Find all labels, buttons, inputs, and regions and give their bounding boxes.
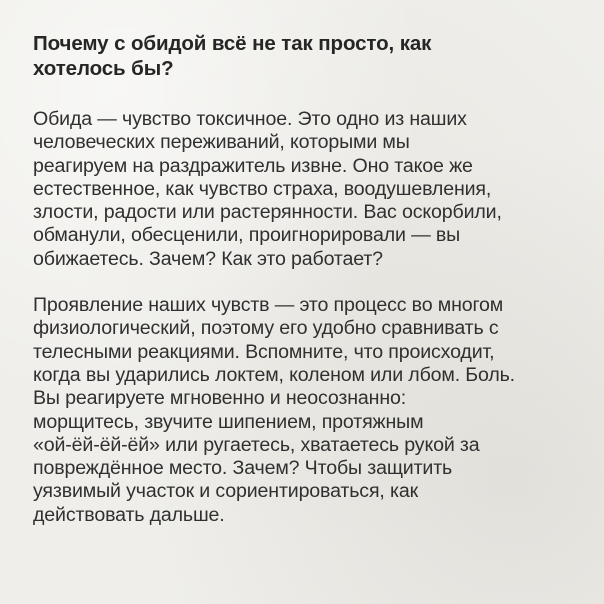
paragraph-line: когда вы ударились локтем, коленом или лбом. Боль.: [33, 363, 515, 386]
paragraph-line: Вы реагируете мгновенно и неосознанно:: [33, 387, 407, 410]
title-line: хотелось бы?: [33, 57, 174, 80]
paragraph-line: человеческих переживаний, которыми мы: [33, 131, 410, 154]
article-title: [33, 31, 583, 81]
paragraph-line: Проявление наших чувств — это процесс во многом: [33, 294, 504, 317]
paragraph-line: телесными реакциями. Вспомните, что происходит,: [33, 340, 495, 363]
article: [33, 31, 583, 527]
paragraph-line: злости, радости или растерянности. Вас оскорбили,: [33, 201, 502, 224]
title-line: Почему с обидой всё не так просто, как: [33, 32, 432, 55]
paragraph-line: Обида — чувство токсичное. Это одно из наших: [33, 108, 467, 130]
paragraph-line: обманули, обесценили, проигнорировали — вы: [33, 224, 461, 247]
paragraph-line: обижаетесь. Зачем? Как это работает?: [33, 247, 383, 270]
paragraph-1: [33, 108, 583, 271]
paragraph-2: [33, 294, 583, 527]
paragraph-line: уязвимый участок и сориентироваться, как: [33, 480, 419, 503]
paragraph-line: естественное, как чувство страха, воодушевления,: [33, 177, 492, 200]
paragraph-line: «ой-ёй-ёй-ёй» или ругаетесь, хватаетесь рукой за: [33, 433, 480, 456]
paragraph-line: морщитесь, звучите шипением, протяжным: [33, 410, 424, 433]
paragraph-line: действовать дальше.: [33, 503, 225, 526]
paragraph-line: повреждённое место. Зачем? Чтобы защитить: [33, 457, 453, 480]
paragraph-line: реагируем на раздражитель извне. Оно такое же: [33, 154, 473, 177]
paragraph-line: физиологический, поэтому его удобно сравнивать с: [33, 317, 499, 340]
